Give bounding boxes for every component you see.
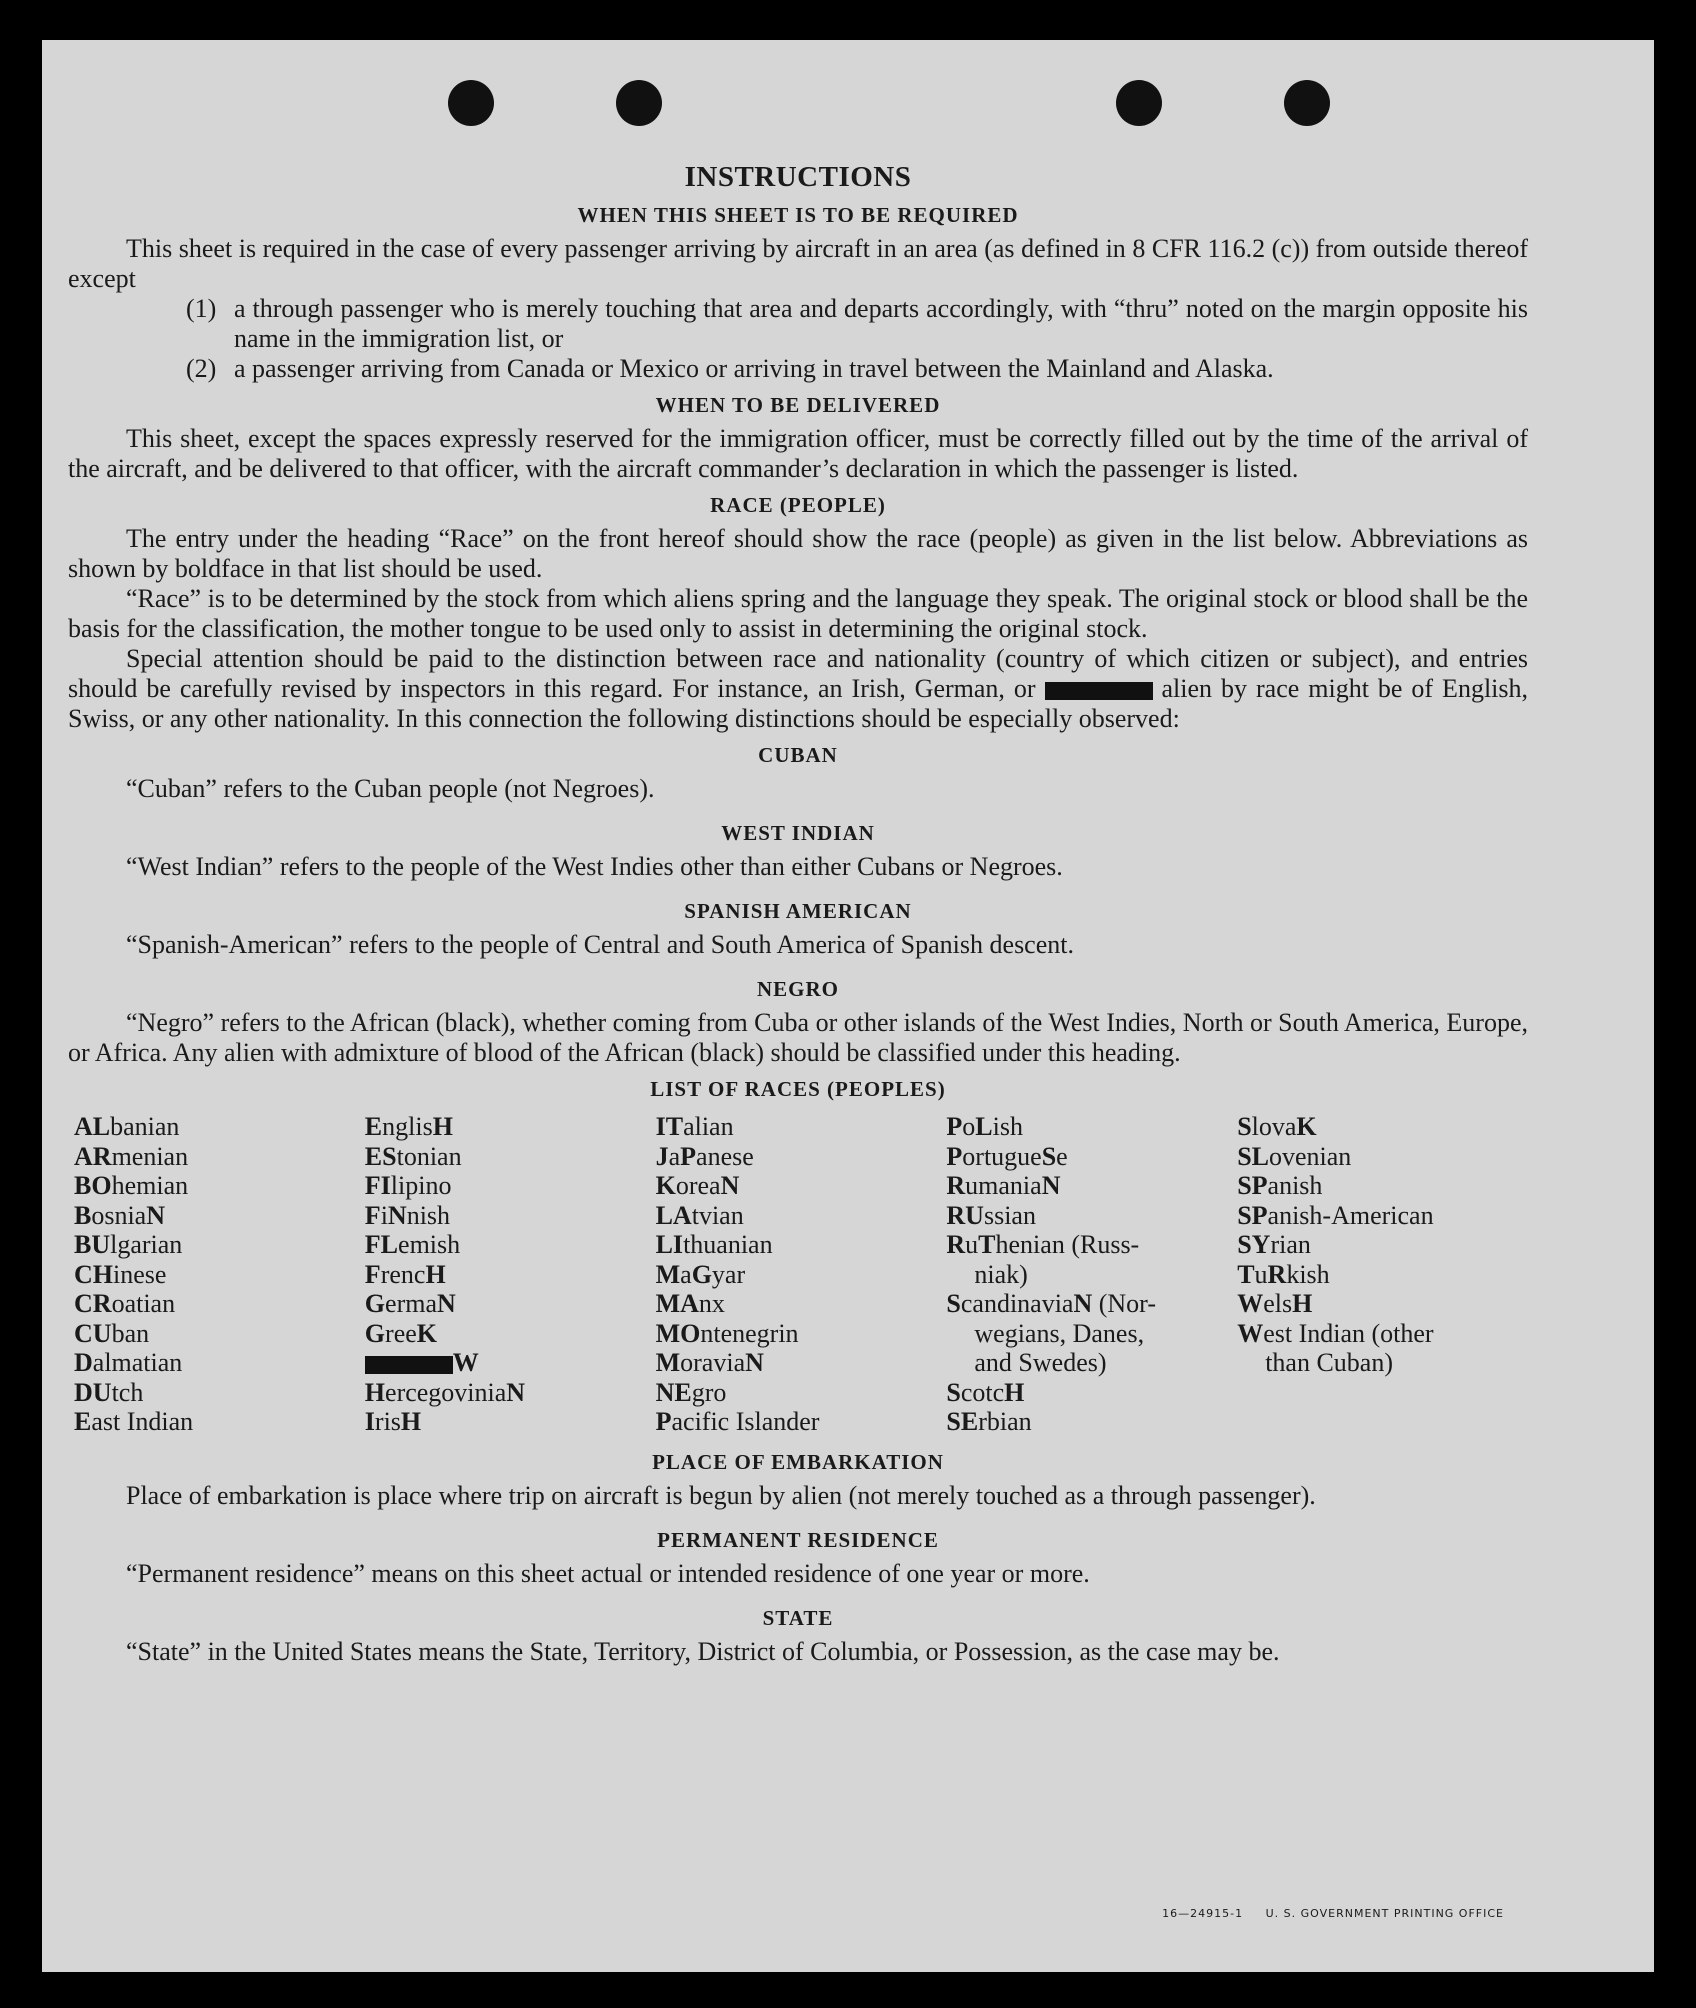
race-entry: BOhemian: [74, 1171, 189, 1200]
section-heading: CUBAN: [758, 743, 838, 767]
race-entry: ScandinaviaN (Nor- wegians, Danes, and Swedes): [946, 1289, 1156, 1377]
race-entry: FrencH: [364, 1259, 446, 1289]
race-entry: FiNnish: [364, 1200, 451, 1230]
section-heading: SPANISH AMERICAN: [684, 899, 912, 923]
section-text: Place of embarkation is place where trip on aircraft is begun by alien (not merely touched as a through passenger).: [126, 1480, 1316, 1510]
page-title: INSTRUCTIONS: [684, 161, 912, 193]
race-entry: JaPanese: [655, 1141, 754, 1171]
race-entry: TuRkish: [1237, 1259, 1330, 1289]
section-heading: PLACE OF EMBARKATION: [652, 1449, 944, 1474]
section-text: “State” in the United States means the State, Territory, District of Columbia, or Possession, as the case may be.: [126, 1636, 1280, 1666]
races-column: [365, 1112, 656, 1437]
race-entry: MAnx: [655, 1289, 725, 1318]
race-entry: BUlgarian: [74, 1230, 183, 1259]
race-entry: W: [365, 1348, 656, 1378]
race-entry: HercegoviniaN: [364, 1377, 526, 1407]
section-required: [68, 200, 1528, 384]
race-entry: ARmenian: [74, 1141, 189, 1171]
race-entry: MOntenegrin: [655, 1318, 799, 1348]
race-entry: CHinese: [74, 1259, 167, 1289]
section-text: This sheet, except the spaces expressly reserved for the immigration officer, must be correctly filled out by the time of the arrival of the aircraft, and be delivered to that officer, with the aircraft commander’s declaration in which the passenger is listed.: [68, 424, 1528, 483]
race-entry: FIlipino: [364, 1171, 452, 1200]
instructions-content: [68, 162, 1528, 1673]
races-table: [74, 1112, 1528, 1437]
item-text: a through passenger who is merely touching that area and departs accordingly, with “thru” noted on the margin opposite his name in the immigration list, or: [234, 294, 1528, 353]
section-cuban: [68, 740, 1528, 804]
document-sheet: [42, 40, 1654, 1972]
race-entry: LIthuanian: [655, 1230, 773, 1259]
race-entry: RumaniaN: [946, 1171, 1061, 1200]
item-number: (2): [186, 354, 217, 383]
section-state: [68, 1603, 1528, 1667]
section-text: This sheet is required in the case of every passenger arriving by aircraft in an area (as defined in 8 CFR 116.2 (c)) from outside thereof except: [68, 234, 1528, 293]
race-entry: SPanish: [1237, 1171, 1323, 1200]
races-column: [1237, 1112, 1528, 1437]
section-text: [68, 644, 1528, 734]
text-segment: Special attention should be paid to the distinction between race and nationality (country of which citizen or subject), and entries should be carefully revised by inspectors in this regard. For instance, an Irish, German, or: [68, 644, 1528, 703]
section-heading: WHEN TO BE DELIVERED: [655, 393, 941, 417]
section-text: “Permanent residence” means on this sheet actual or intended residence of one year or more.: [126, 1558, 1090, 1588]
section-text: “Race” is to be determined by the stock from which aliens spring and the language they speak. The original stock or blood shall be the basis for the classification, the mother tongue to be used only to assist in determining the original stock.: [68, 584, 1528, 643]
race-entry: MaGyar: [655, 1259, 746, 1289]
race-entry: ALbanian: [74, 1112, 180, 1141]
race-entry: KoreaN: [655, 1171, 740, 1200]
punch-hole: [448, 80, 494, 126]
punch-hole: [616, 80, 662, 126]
race-entry: DUtch: [74, 1377, 144, 1407]
section-heading: PERMANENT RESIDENCE: [657, 1527, 939, 1552]
race-entry: PoLish: [946, 1112, 1023, 1141]
race-entry: WelsH: [1237, 1289, 1313, 1318]
section-west-indian: [68, 818, 1528, 882]
section-heading: STATE: [762, 1605, 834, 1630]
section-delivered: [68, 390, 1528, 484]
section-heading: RACE (PEOPLE): [710, 493, 886, 517]
section-text: “Cuban” refers to the Cuban people (not Negroes).: [126, 774, 655, 803]
race-entry: GermaN: [364, 1289, 456, 1318]
printer-name: U. S. GOVERNMENT PRINTING OFFICE: [1265, 1907, 1504, 1920]
race-entry: Pacific Islander: [655, 1407, 820, 1436]
race-entry: CUban: [74, 1318, 150, 1348]
section-heading: WEST INDIAN: [721, 821, 875, 845]
race-entry: EnglisH: [364, 1112, 453, 1141]
races-column: [656, 1112, 947, 1437]
section-text: “West Indian” refers to the people of the West Indies other than either Cubans or Negroes.: [126, 852, 1063, 881]
race-entry: BosniaN: [74, 1200, 166, 1230]
race-entry: MoraviaN: [655, 1348, 764, 1377]
race-entry: NEgro: [655, 1377, 727, 1407]
item-number: (1): [186, 294, 217, 323]
race-entry: Dalmatian: [74, 1348, 183, 1377]
section-heading: NEGRO: [756, 977, 839, 1001]
list-item: [68, 294, 1528, 354]
race-entry: RUssian: [946, 1200, 1036, 1230]
section-race: [68, 490, 1528, 734]
redaction-mark: [365, 1356, 453, 1374]
punch-hole: [1116, 80, 1162, 126]
section-negro: [68, 974, 1528, 1068]
section-text: “Negro” refers to the African (black), whether coming from Cuba or other islands of the West Indies, North or South America, Europe, or Africa. Any alien with admixture of blood of the African (black) should be classified under this heading.: [68, 1008, 1528, 1067]
race-entry: GreeK: [364, 1318, 438, 1348]
section-races-list: [68, 1074, 1528, 1437]
form-number: 16—24915-1: [1162, 1907, 1244, 1920]
race-entry: IrisH: [364, 1407, 422, 1436]
race-entry: East Indian: [74, 1407, 194, 1436]
print-footer: [1162, 1907, 1504, 1920]
race-entry: SErbian: [946, 1407, 1032, 1436]
race-entry: CRoatian: [74, 1289, 176, 1318]
punch-hole: [1284, 80, 1330, 126]
race-entry: RuThenian (Russ- niak): [946, 1230, 1140, 1289]
race-entry: SYrian: [1237, 1230, 1311, 1259]
race-entry: ScotcH: [946, 1377, 1025, 1407]
list-item: [68, 354, 1528, 384]
race-entry: EStonian: [364, 1141, 462, 1171]
races-column: [946, 1112, 1237, 1437]
section-heading: WHEN THIS SHEET IS TO BE REQUIRED: [577, 203, 1019, 227]
race-entry: ITalian: [655, 1112, 734, 1141]
race-entry: SPanish-American: [1237, 1200, 1434, 1230]
section-heading: LIST OF RACES (PEOPLES): [650, 1077, 946, 1101]
races-column: [74, 1112, 365, 1437]
text-segment: alien by race might be of English, Swiss, or any other nationality. In this connection the following distinctions should be especially observed:: [68, 674, 1529, 733]
redaction-mark: [1045, 682, 1153, 700]
section-embarkation: [68, 1447, 1528, 1511]
section-residence: [68, 1525, 1528, 1589]
race-entry: SLovenian: [1237, 1141, 1352, 1171]
race-entry: PortugueSe: [946, 1141, 1068, 1171]
race-entry: FLemish: [364, 1230, 461, 1259]
item-text: a passenger arriving from Canada or Mexico or arriving in travel between the Mainland and Alaska.: [234, 354, 1274, 383]
section-text: “Spanish-American” refers to the people of Central and South America of Spanish descent.: [126, 930, 1074, 959]
race-entry: West Indian (other than Cuban): [1237, 1318, 1434, 1377]
race-entry: SlovaK: [1237, 1112, 1317, 1141]
section-text: The entry under the heading “Race” on the front hereof should show the race (people) as given in the list below. Abbreviations as shown by boldface in that list should be used.: [68, 524, 1528, 583]
section-spanish-american: [68, 896, 1528, 960]
race-entry: LAtvian: [655, 1200, 744, 1230]
